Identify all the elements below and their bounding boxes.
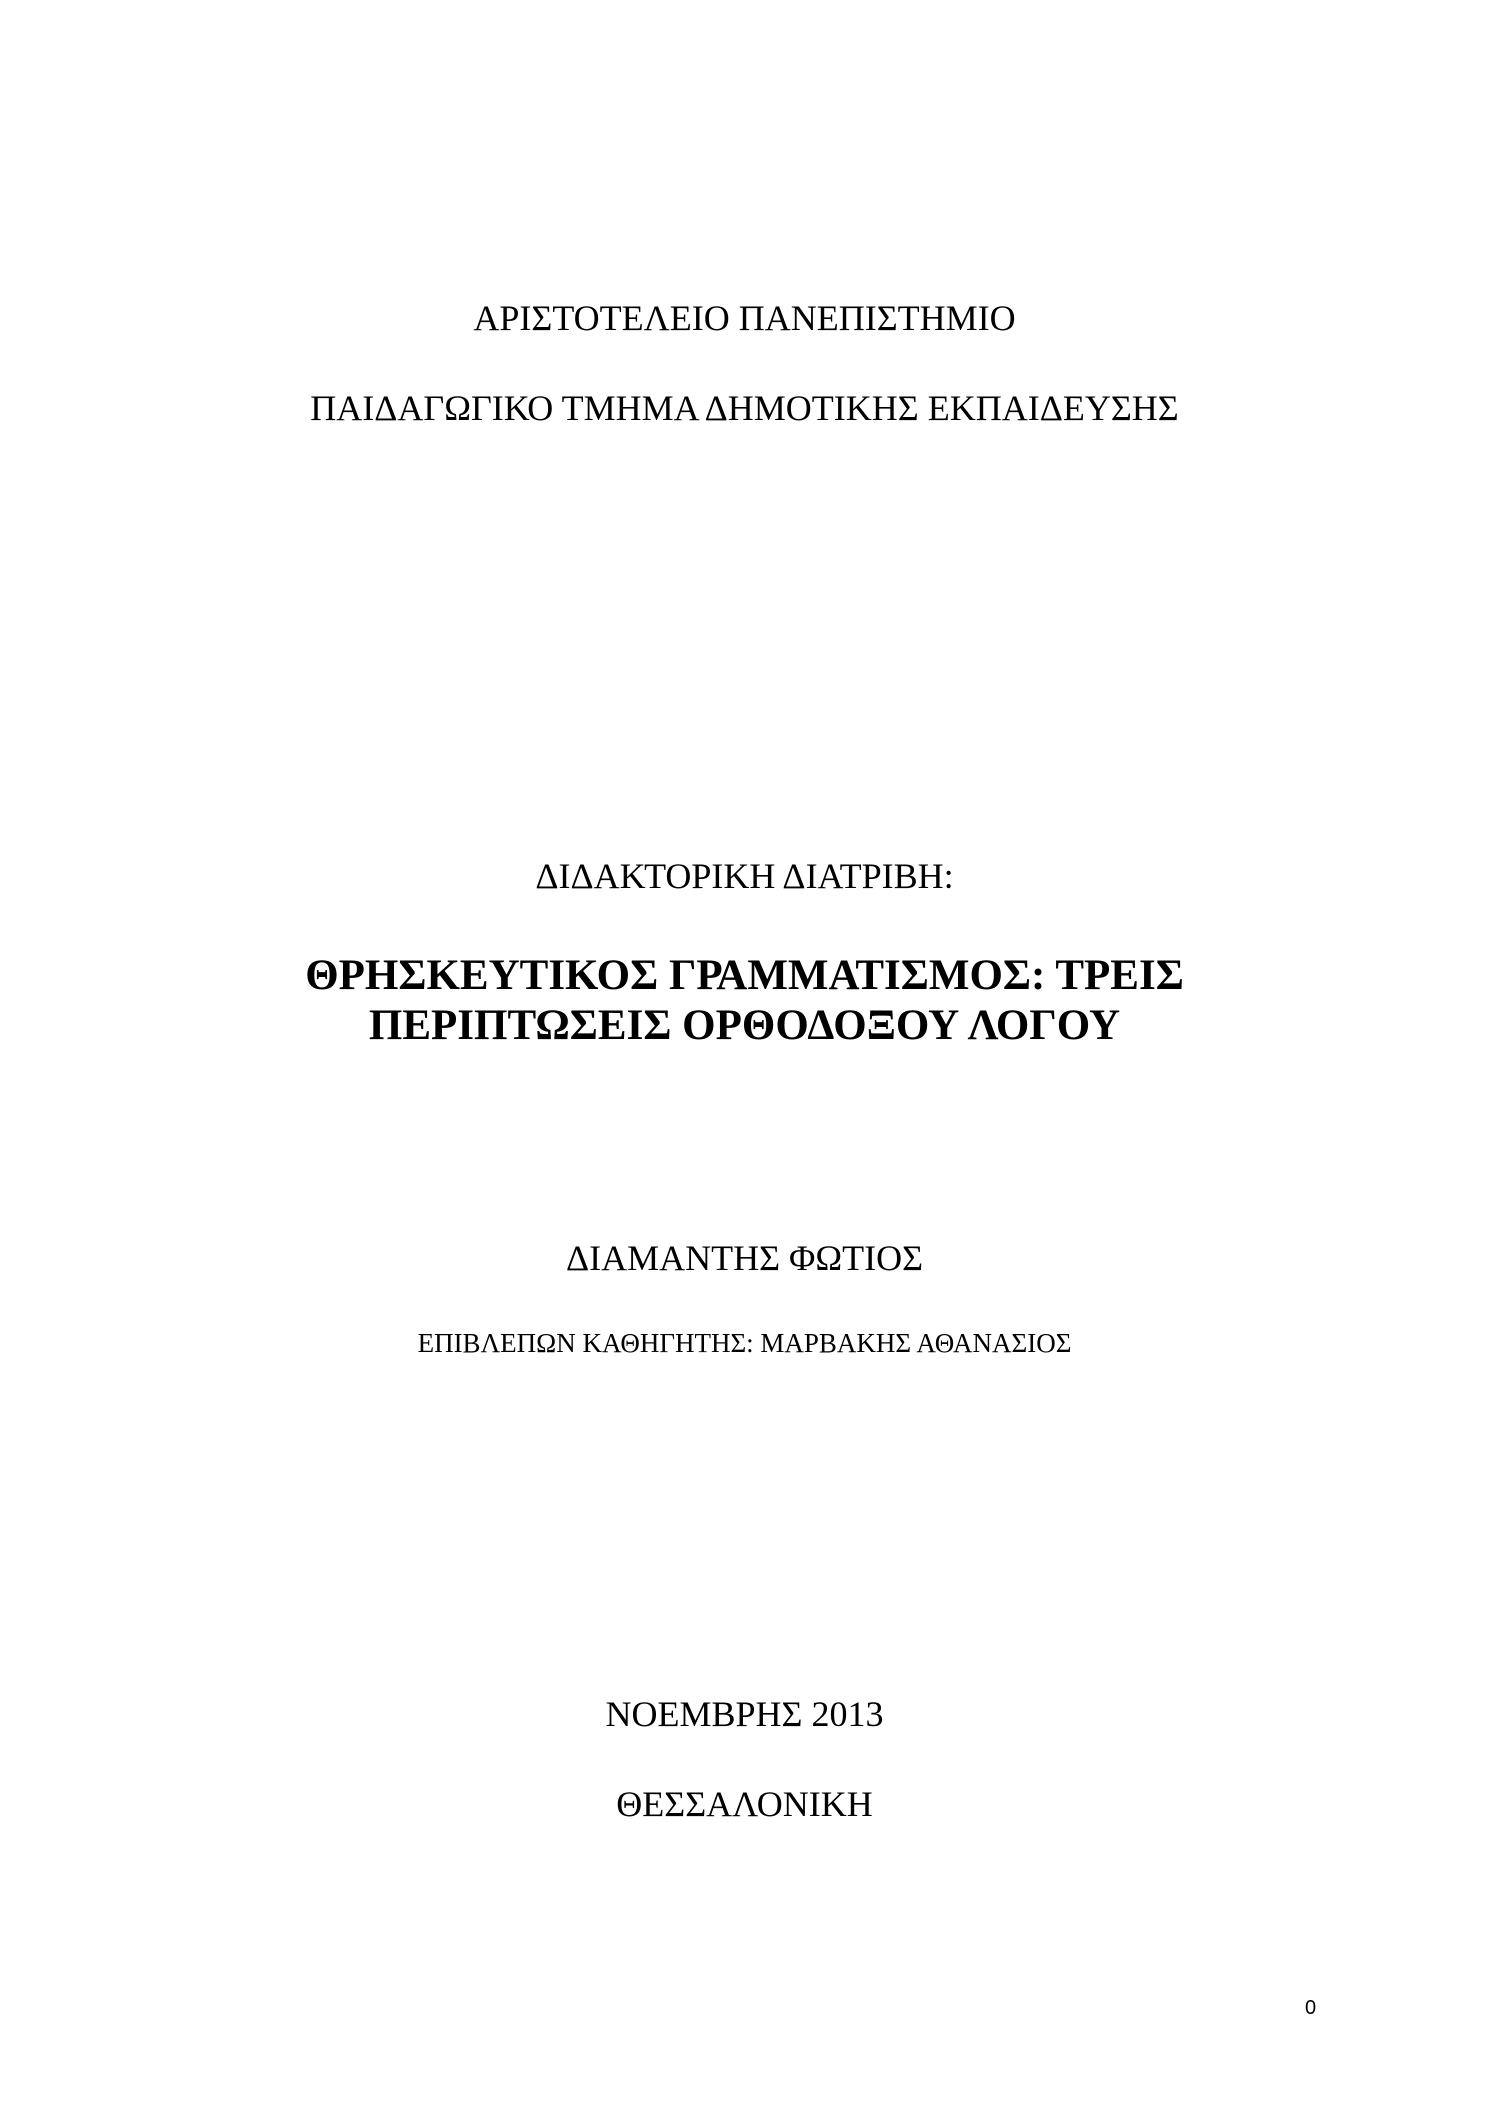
department-name: ΠΑΙΔΑΓΩΓΙΚΟ ΤΜΗΜΑ ΔΗΜΟΤΙΚΗΣ ΕΚΠΑΙΔΕΥΣΗΣ — [310, 388, 1179, 428]
submission-date: ΝΟΕΜΒΡΗΣ 2013 — [605, 1694, 884, 1734]
thesis-title-line-1: ΘΡΗΣΚΕΥΤΙΚΟΣ ΓΡΑΜΜΑΤΙΣΜΟΣ: ΤΡΕΙΣ — [305, 952, 1184, 999]
university-name: ΑΡΙΣΤΟΤΕΛΕΙΟ ΠΑΝΕΠΙΣΤΗΜΙΟ — [473, 298, 1016, 338]
document-type: ΔΙΔΑΚΤΟΡΙΚΗ ΔΙΑΤΡΙΒΗ: — [535, 856, 954, 896]
page-number: 0 — [1305, 1997, 1317, 2019]
thesis-title — [0, 951, 1489, 1051]
thesis-title-line-2: ΠΕΡΙΠΤΩΣΕΙΣ ΟΡΘΟΔΟΞΟΥ ΛΟΓΟΥ — [368, 1002, 1121, 1049]
supervisor-line: ΕΠΙΒΛΕΠΩΝ ΚΑΘΗΓΗΤΗΣ: ΜΑΡΒΑΚΗΣ ΑΘΑΝΑΣΙΟΣ — [417, 1328, 1072, 1358]
city-name: ΘΕΣΣΑΛΟΝΙΚΗ — [616, 1784, 873, 1824]
author-name: ΔΙΑΜΑΝΤΗΣ ΦΩΤΙΟΣ — [565, 1238, 924, 1278]
